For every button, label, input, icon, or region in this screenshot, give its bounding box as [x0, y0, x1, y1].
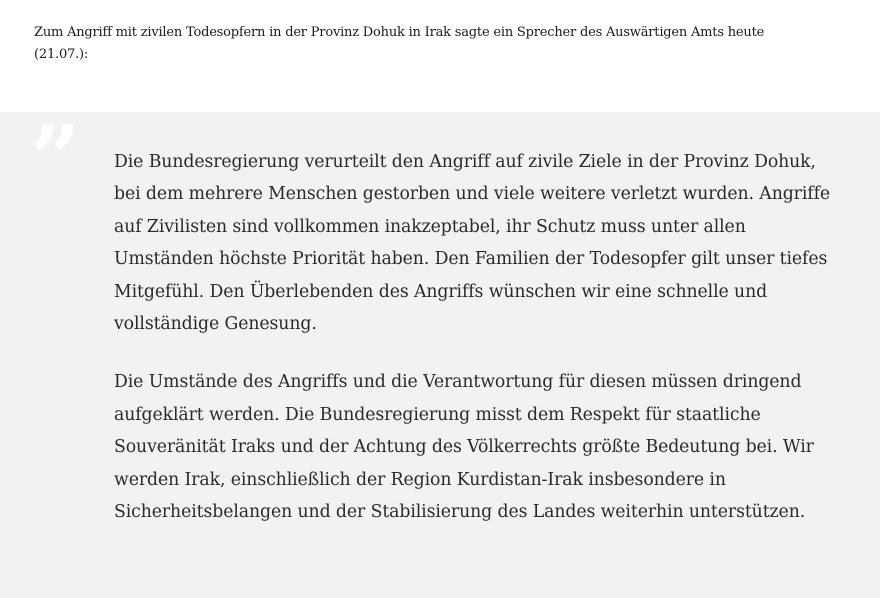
- quote-mark-icon: ”: [30, 106, 81, 210]
- blockquote: [0, 106, 880, 598]
- intro-text: Zum Angriff mit zivilen Todesopfern in der Provinz Dohuk in Irak sagte ein Sprecher des Auswärtigen Amts heute (21.07.):: [34, 25, 765, 62]
- quote-paragraph-2: Die Umstände des Angriffs und die Verantwortung für diesen müssen dringend aufgeklärt werden. Die Bundesregierung misst dem Respekt für staatliche Souveränität Iraks und der Achtung des Völkerrechts größte Bedeutung bei. Wir werden Irak, einschließlich der Region Kurdistan-Irak insbesondere in Sicherheitsbelangen und der Stabilisierung des Landes weiterhin unterstützen.: [114, 372, 820, 523]
- quote-paragraph-1: Die Bundesregierung verurteilt den Angriff auf zivile Ziele in der Provinz Dohuk, bei dem mehrere Menschen gestorben und viele weitere verletzt wurden. Angriffe auf Zivilisten sind vollkommen inakzeptabel, ihr Schutz muss unter allen Umständen höchste Priorität haben. Den Familien der Todesopfer gilt unser tiefes Mitgefühl. Den Überlebenden des Angriffs wünschen wir eine schnelle und vollständige Genesung.: [114, 152, 830, 335]
- quote-body: [114, 146, 834, 554]
